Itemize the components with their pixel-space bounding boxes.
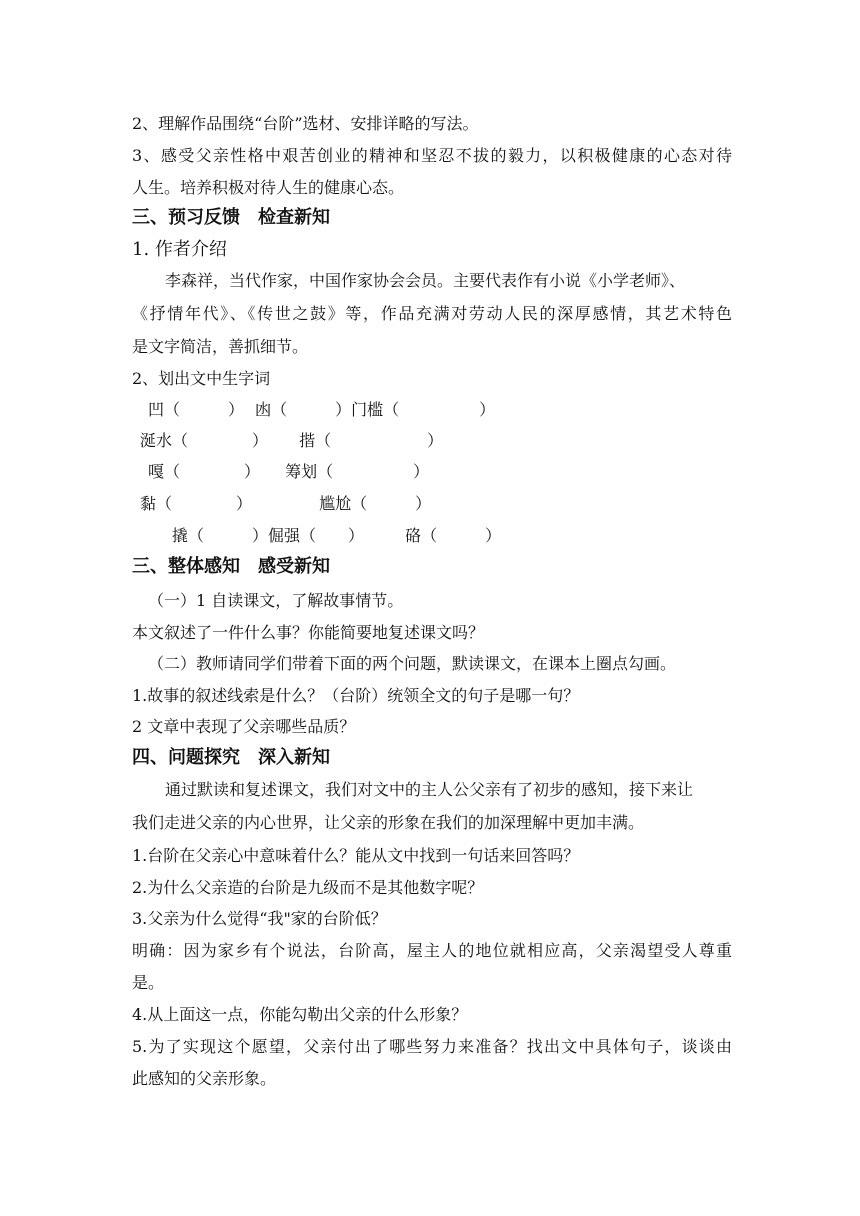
author-intro-line-3: 是文字简洁，善抓细节。 — [132, 337, 309, 356]
question-5-line-2: 此感知的父亲形象。 — [132, 1069, 277, 1088]
vocab-item: 硌（ ） — [405, 526, 502, 545]
vocab-heading: 2、划出文中生字词 — [132, 369, 271, 388]
vocab-item: 尴尬（ ） — [319, 494, 432, 513]
goal-3-line-2: 人生。培养积极对待人生的健康心态。 — [132, 178, 405, 197]
overview-p4: 1.故事的叙述线索是什么？（台阶）统领全文的句子是哪一句？ — [132, 686, 580, 705]
section-heading-overview: 三、整体感知 感受新知 — [132, 556, 330, 577]
answer-line-1: 明确：因为家乡有个说法，台阶高，屋主人的地位就相应高，父亲渴望受人尊重 — [132, 941, 732, 960]
question-2: 2.为什么父亲造的台阶是九级而不是其他数字呢？ — [132, 878, 484, 897]
vocab-item: 筹划（ ） — [285, 462, 430, 481]
section-heading-preview: 三、预习反馈 检查新知 — [132, 207, 330, 228]
section-heading-inquiry: 四、问题探究 深入新知 — [132, 747, 330, 768]
vocab-item: 凹（ ） — [148, 400, 245, 419]
vocab-item: 撬（ ）倔强（ ） — [172, 526, 365, 545]
overview-p3: （二）教师请同学们带着下面的两个问题，默读课文，在课本上圈点勾画。 — [148, 654, 677, 673]
vocab-row-3 — [148, 461, 429, 483]
author-intro-line-1: 李森祥，当代作家，中国作家协会会员。主要代表作有小说《小学老师》、 — [165, 271, 686, 290]
overview-p5: 2 文章中表现了父亲哪些品质？ — [132, 717, 356, 736]
overview-p2: 本文叙述了一件什么事？你能简要地复述课文吗？ — [132, 623, 485, 642]
vocab-item: 黏（ ） — [140, 494, 253, 513]
author-intro-line-2: 《抒情年代》、《传世之鼓》等，作品充满对劳动人民的深厚感情，其艺术特色 — [132, 304, 732, 323]
question-1: 1.台阶在父亲心中意味着什么？能从文中找到一句话来回答吗？ — [132, 846, 580, 865]
vocab-item: 嘎（ ） — [148, 462, 261, 481]
author-heading: 1. 作者介绍 — [132, 239, 227, 260]
vocab-row-1 — [148, 399, 495, 421]
vocab-row-2 — [140, 430, 443, 452]
goal-2: 2、理解作品围绕“台阶”选材、安排详略的写法。 — [132, 114, 479, 133]
question-3: 3.父亲为什么觉得“我"家的台阶低？ — [132, 909, 387, 928]
vocab-item: 涎水（ ） — [140, 431, 269, 450]
vocab-item: 凼（ ）门槛（ ） — [255, 400, 496, 419]
inquiry-intro-line-2: 我们走进父亲的内心世界，让父亲的形象在我们的加深理解中更加丰满。 — [132, 813, 645, 832]
answer-line-2: 是。 — [132, 973, 165, 992]
vocab-row-4 — [140, 493, 431, 515]
overview-p1: （一）1 自读课文，了解故事情节。 — [148, 591, 404, 610]
inquiry-intro-line-1: 通过默读和复述课文，我们对文中的主人公父亲有了初步的感知，接下来让 — [165, 780, 694, 799]
vocab-item: 揩（ ） — [299, 431, 444, 450]
goal-3-line-1: 3、感受父亲性格中艰苦创业的精神和坚忍不拔的毅力，以积极健康的心态对待 — [132, 146, 732, 165]
question-5-line-1: 5.为了实现这个愿望，父亲付出了哪些努力来准备？找出文中具体句子，谈谈由 — [132, 1037, 732, 1056]
question-4: 4.从上面这一点，你能勾勒出父亲的什么形象？ — [132, 1005, 468, 1024]
vocab-row-5 — [172, 525, 501, 547]
